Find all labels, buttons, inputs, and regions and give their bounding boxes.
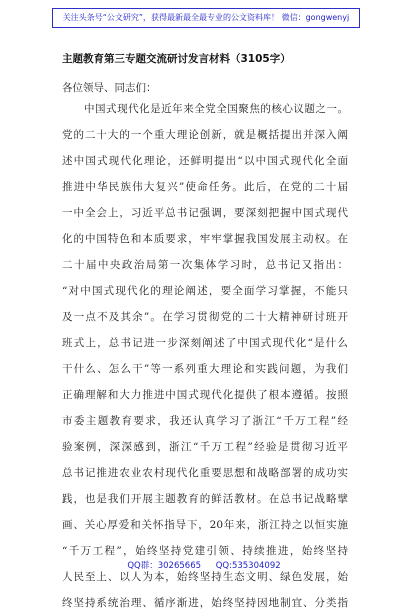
text-line: 二十届中央政治局第一次集体学习时，总书记又指出： xyxy=(62,259,348,271)
text-line: “对中国式现代化的理论阐述，要全面学习掌握，不能只 xyxy=(62,285,348,297)
text-line: 正确理解和大力推进中国式现代化提供了根本遵循。按照 xyxy=(62,389,348,401)
header-banner: 关注头条号“公文研究”，获得最新最全最专业的公文资料库！ 微信：gongwenyj xyxy=(52,8,360,28)
text-line: 及一点不及其余”。在学习贯彻党的二十大精神研讨班开 xyxy=(62,311,348,323)
text-line: 践，也是我们开展主题教育的鲜活教材。在总书记战略擘 xyxy=(62,493,348,505)
text-line: 画、关心厚爱和关怀指导下，20年来，浙江持之以恒实施 xyxy=(62,519,348,531)
salutation: 各位领导、同志们： xyxy=(62,82,157,94)
text-line: 述中国式现代化理论，还鲜明提出“以中国式现代化全面 xyxy=(62,155,348,167)
text-line: 总书记推进农业农村现代化重要思想和战略部署的成功实 xyxy=(62,467,348,479)
page-title: 主题教育第三专题交流研讨发言材料（3105字） xyxy=(62,53,291,65)
text-line: “千万工程”，始终坚持党建引领、持续推进，始终坚持 xyxy=(62,545,348,557)
footer-qq: QQ:535304092 xyxy=(215,561,281,571)
text-line: 人民至上、以人为本，始终坚持生态文明、绿色发展，始 xyxy=(62,571,348,583)
text-line: 中国式现代化是近年来全党全国聚焦的核心议题之一。 xyxy=(84,103,348,115)
footer-qq-group: QQ群：30265665 xyxy=(127,561,202,571)
footer xyxy=(0,559,408,571)
text-line: 化的中国特色和本质要求，牢牢掌握我国发展主动权。在 xyxy=(62,233,348,245)
text-line: 干什么、怎么干”等一系列重大理论和实践问题，为我们 xyxy=(62,363,348,375)
text-line: 一中全会上，习近平总书记强调，要深刻把握中国式现代 xyxy=(62,207,348,219)
text-line: 推进中华民族伟大复兴”使命任务。此后，在党的二十届 xyxy=(62,181,348,193)
text-line: 党的二十大的一个重大理论创新，就是概括提出并深入阐 xyxy=(62,129,348,141)
text-line: 验案例，深深感到，浙江“千万工程”经验是贯彻习近平 xyxy=(62,441,348,453)
text-line: 终坚持系统治理、循序渐进，始终坚持因地制宜、分类指 xyxy=(62,597,348,609)
text-line: 市委主题教育要求，我还认真学习了浙江“千万工程”经 xyxy=(62,415,348,427)
text-line: 班式上，总书记进一步深刻阐述了中国式现代化“是什么 xyxy=(62,337,348,349)
document-body xyxy=(62,96,348,616)
